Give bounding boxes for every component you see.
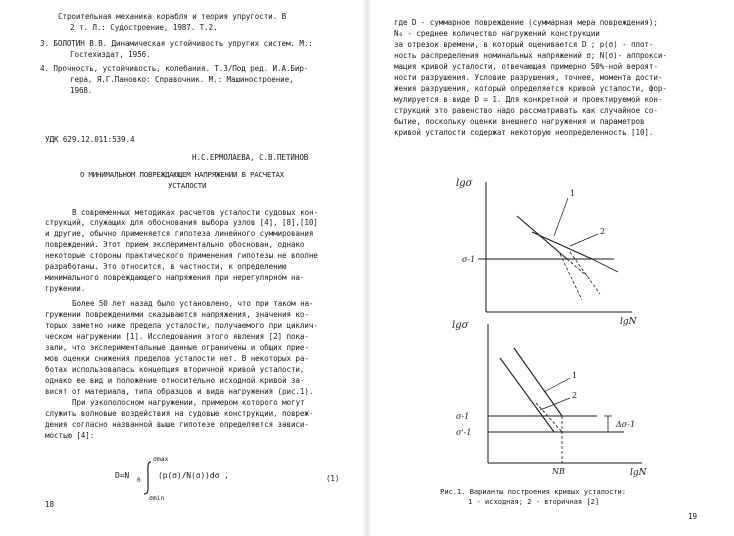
body-line: некоторые стороны практического применения гипотезы не вполне bbox=[45, 251, 318, 260]
bottom-dashed bbox=[536, 403, 562, 432]
bottom-nb-label: NB bbox=[552, 467, 565, 476]
body-line: разработаны. Это относится, в частности, к определению bbox=[45, 262, 287, 271]
body-line: зали, что экспериментальные данные ограничены и общих прие- bbox=[45, 343, 309, 352]
formula-lhs-subscript: 0 bbox=[137, 477, 141, 484]
page-number: 19 bbox=[688, 512, 697, 521]
top-dashed-2 bbox=[570, 252, 600, 294]
reference-line: 4. Прочность, устойчивость, колебания. Т.3/Под ред. И.А.Бир- bbox=[40, 64, 309, 73]
body-line: за отрезок времени, в который оценивается D ; p(σ) - плот- bbox=[394, 40, 654, 49]
formula-integrand: (p(σ)/N(σ))dσ , bbox=[158, 471, 229, 480]
bottom-leader-2 bbox=[540, 398, 570, 410]
book-gutter bbox=[362, 0, 372, 536]
body-line: однако ее вид и положение относительно исходной кривой за- bbox=[45, 376, 305, 385]
body-line: жения разрушения, который определяется кривой усталости, фор- bbox=[394, 84, 667, 93]
body-line: ботах использовалась концепция вторичной кривой усталости, bbox=[45, 365, 305, 374]
bottom-level-label-2: σ'-1 bbox=[456, 428, 472, 437]
bottom-plot bbox=[452, 318, 662, 478]
body-line: и другие, обычно применяется гипотеза линейного суммирования bbox=[45, 229, 314, 238]
article-title: О МИНИМАЛЬНОМ ПОВРЕЖДАЮЩЕМ НАПРЯЖЕНИИ В РАСЧЕТАХ bbox=[80, 170, 284, 179]
body-line: служить волновые воздействия на судовые конструкции, повреж- bbox=[45, 409, 314, 418]
bottom-curve-1 bbox=[514, 348, 562, 416]
reference-line: 2 т. Л.: Судостроение, 1987. Т.2. bbox=[70, 23, 218, 32]
body-line: гружении повреждениями сказываются напряжения, значения ко- bbox=[45, 310, 309, 319]
formula-lower-limit: σmin bbox=[149, 494, 165, 502]
bottom-curve-label-2: 2 bbox=[572, 391, 578, 400]
authors: Н.С.ЕРМОЛАЕВА, С.В.ПЕТИНОВ bbox=[192, 153, 309, 162]
body-line: струкций это равенство надо рассматривать как случайное со- bbox=[394, 106, 658, 115]
body-line: гружении. bbox=[45, 284, 86, 293]
body-line: бытие, поскольку оценки внешнего нагружения и параметров bbox=[394, 117, 645, 126]
top-plot bbox=[442, 172, 642, 327]
bottom-leader-1 bbox=[544, 378, 570, 392]
body-line: мулируется в виде D = 1. Для конкретной и проектируемой кон- bbox=[394, 95, 663, 104]
figure-caption: 1 - исходная; 2 - вторичная [2] bbox=[468, 497, 600, 506]
body-line: ности разрушения. Условие разрушения, точнее, момента дости- bbox=[394, 73, 663, 82]
body-line: При узкополосном нагружении, примером которого могут bbox=[72, 398, 305, 407]
body-line: мация кривой усталости, отвечающая примерно 50%-ной вероят- bbox=[394, 62, 658, 71]
top-curve-2-branch bbox=[592, 259, 618, 272]
top-curve-label-1: 1 bbox=[570, 189, 576, 198]
reference-line: Гостехиздат, 1956. bbox=[70, 50, 151, 59]
top-y-axis-label: lgσ bbox=[456, 178, 473, 189]
body-line: повреждений. Этот прием экспериментально обоснован, однако bbox=[45, 240, 305, 249]
integral-sign bbox=[141, 460, 155, 496]
figure-caption: Рис.1. Варианты построения кривых усталости: bbox=[440, 487, 626, 496]
body-line: висят от материала, типа образцов и вида нагружения (рис.1). bbox=[45, 387, 314, 396]
body-line: минимального повреждающего напряжения при нерегулярном на- bbox=[45, 273, 305, 282]
body-line: струкций, служащих для обоснования выбора узлов [4], [8],[10] bbox=[45, 218, 318, 227]
top-dashed-1 bbox=[560, 254, 582, 300]
reference-line: гера, Я.Г.Пановко: Справочник. М.: Машиностроение, bbox=[70, 75, 294, 84]
udc-code: УДК 629.12.011:539.4 bbox=[45, 135, 135, 144]
bottom-y-axis-label: lgσ bbox=[452, 320, 469, 331]
body-line: ность распределения номинальных напряжений σ; N(σ)- аппрокси- bbox=[394, 51, 667, 60]
body-line: В современных методиках расчетов усталости судовых кон- bbox=[72, 208, 318, 217]
right-page bbox=[372, 0, 734, 536]
top-leader-2 bbox=[570, 234, 598, 246]
body-line: торых заметно ниже предела усталости, получаемого при циклич- bbox=[45, 321, 318, 330]
top-curve-1 bbox=[517, 216, 567, 259]
bottom-delta-label: Δσ-1 bbox=[616, 420, 636, 429]
bottom-level-label-1: σ-1 bbox=[456, 412, 470, 421]
reference-line: Строительная механика корабля и теория упругости. В bbox=[58, 12, 287, 21]
bottom-curve-label-1: 1 bbox=[572, 371, 578, 380]
page-number: 18 bbox=[45, 500, 54, 509]
top-x-axis-label: lgN bbox=[620, 317, 637, 327]
reference-line: 1968. bbox=[70, 86, 93, 95]
body-line: где D - суммарное повреждение (суммарная мера повреждения); bbox=[394, 18, 658, 27]
formula-upper-limit: σmax bbox=[153, 455, 169, 463]
body-line: кривой усталости содержат некоторую неопределенность [10]. bbox=[394, 128, 654, 137]
top-leader-1 bbox=[554, 198, 568, 236]
body-line: ческом нагружении [1]. Исследования этого явления [2] пока- bbox=[45, 332, 309, 341]
body-line: Более 50 лет назад было установлено, что при таком на- bbox=[72, 299, 314, 308]
formula-number: (1) bbox=[326, 474, 340, 483]
bottom-curve-2 bbox=[500, 358, 554, 432]
reference-line: 3. БОЛОТИН В.В. Динамическая устойчивость упругих систем. М.: bbox=[40, 39, 313, 48]
formula-lhs: D=N bbox=[115, 471, 130, 480]
top-curve-label-2: 2 bbox=[600, 227, 606, 236]
article-title: УСТАЛОСТИ bbox=[168, 181, 207, 190]
body-line: мостью [4]: bbox=[45, 431, 95, 440]
left-page bbox=[0, 0, 362, 536]
bottom-x-axis-label: lgN bbox=[630, 468, 647, 478]
top-level-label: σ-1 bbox=[462, 255, 476, 264]
body-line: мов оценки снижения пределов усталости нет. В некоторых ра- bbox=[45, 354, 309, 363]
body-line: N₀ - среднее количество нагружений конструкции bbox=[394, 29, 600, 38]
body-line: дения согласно названной выше гипотезе определяется зависи- bbox=[45, 420, 309, 429]
